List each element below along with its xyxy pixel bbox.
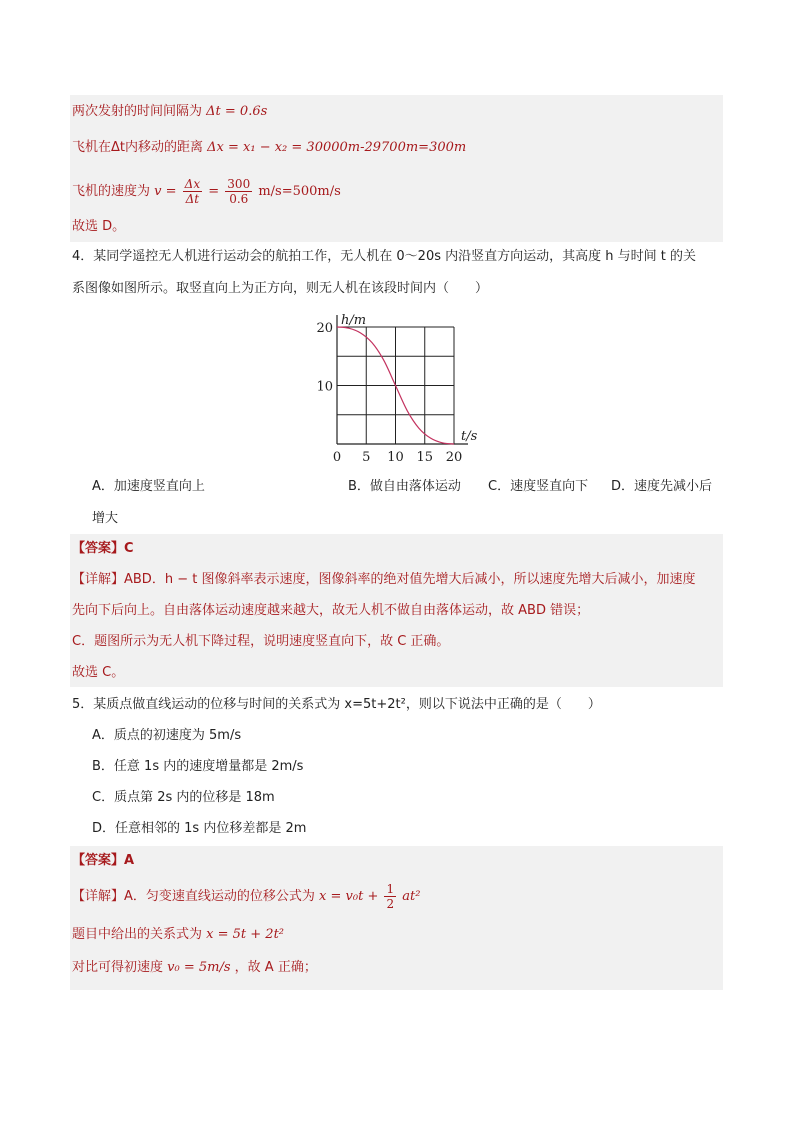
q4-detail-line-4: 故选 C。 <box>72 665 125 680</box>
x-tick-label: 0 <box>332 450 342 465</box>
q4-option-a[interactable]: A．加速度竖直向上 <box>92 479 205 494</box>
formula-given: x = 5t + 2t² <box>206 927 285 942</box>
y-tick-labels <box>316 321 333 395</box>
x-tick-labels <box>333 450 462 465</box>
q4-option-d[interactable]: D．速度先减小后 <box>611 479 713 494</box>
x-tick-label: 15 <box>416 450 434 465</box>
q4-option-d-continued: 增大 <box>92 511 119 526</box>
q4-detail-line-1: 【详解】ABD．h − t 图像斜率表示速度，图像斜率的绝对值先增大后减小，所以速度先增大后减小，加速度 <box>72 572 696 587</box>
formula-dx: Δx = x₁ − x₂ = 30000m-29700m=300m <box>207 140 467 155</box>
q4-detail-line-2: 先向下后向上。自由落体运动速度越来越大，故无人机不做自由落体运动，故 ABD 错误； <box>72 603 590 618</box>
q5-detail-line-3: 对比可得初速度 v₀ = 5m/s ，故 A 正确； <box>72 960 317 975</box>
solution-line-3: 飞机的速度为 v = $\frac{\Delta x}{\Delta t}$ = $\frac{300}{0.6}$ m/s=500m/s <box>72 177 341 206</box>
y-tick-label: 20 <box>316 321 333 336</box>
solution-conclusion: 故选 D。 <box>72 219 126 234</box>
h-t-chart <box>305 303 478 465</box>
q5-option-b[interactable]: B．任意 1s 内的速度增量都是 2m/s <box>92 759 304 774</box>
q4-option-b[interactable]: B．做自由落体运动 <box>348 479 461 494</box>
question-4-stem-line-2: 系图像如图所示。取竖直向上为正方向，则无人机在该段时间内（ ） <box>72 281 489 296</box>
chart-axes <box>337 315 468 444</box>
x-tick-label: 5 <box>362 450 371 465</box>
x-tick-label: 20 <box>445 450 463 465</box>
formula-displacement: x = v₀t + <box>319 889 379 904</box>
y-axis-label: h/m <box>341 313 367 328</box>
q5-option-a[interactable]: A．质点的初速度为 5m/s <box>92 728 242 743</box>
q5-option-d[interactable]: D．任意相邻的 1s 内位移差都是 2m <box>92 821 307 836</box>
q5-option-c[interactable]: C．质点第 2s 内的位移是 18m <box>92 790 275 805</box>
solution-line-2: 飞机在Δt内移动的距离 Δx = x₁ − x₂ = 30000m-29700m=300m <box>72 140 467 155</box>
x-axis-label: t/s <box>461 429 478 444</box>
q4-answer: 【答案】C <box>72 541 134 556</box>
solution-line-1: 两次发射的时间间隔为 Δt = 0.6s <box>72 104 268 119</box>
question-5-stem: 5．某质点做直线运动的位移与时间的关系式为 x=5t+2t²，则以下说法中正确的是（ ） <box>72 697 601 712</box>
fraction-dx-dt: $\frac{\Delta x}{\Delta t}$ <box>184 177 201 206</box>
q4-detail-line-3: C．题图所示为无人机下降过程，说明速度竖直向下，故 C 正确。 <box>72 634 450 649</box>
q5-detail-line-1: 【详解】A．匀变速直线运动的位移公式为 x = v₀t + $\frac{1}{2}$ at² <box>72 882 421 911</box>
x-tick-label: 10 <box>387 450 404 465</box>
q5-answer: 【答案】A <box>72 853 135 868</box>
fraction-one-half: $\frac{1}{2}$ <box>386 882 395 911</box>
q4-option-c[interactable]: C．速度竖直向下 <box>488 479 589 494</box>
question-4-stem-line-1: 4．某同学遥控无人机进行运动会的航拍工作，无人机在 0～20s 内沿竖直方向运动，其高度 h 与时间 t 的关 <box>72 249 696 264</box>
fraction-300-0.6: $\frac{300}{0.6}$ <box>227 177 251 206</box>
y-tick-label: 10 <box>316 379 333 395</box>
formula-dt: Δt = 0.6s <box>206 104 268 119</box>
formula-initial-velocity: v₀ = 5m/s <box>167 960 231 975</box>
q5-detail-line-2: 题目中给出的关系式为 x = 5t + 2t² <box>72 927 285 942</box>
